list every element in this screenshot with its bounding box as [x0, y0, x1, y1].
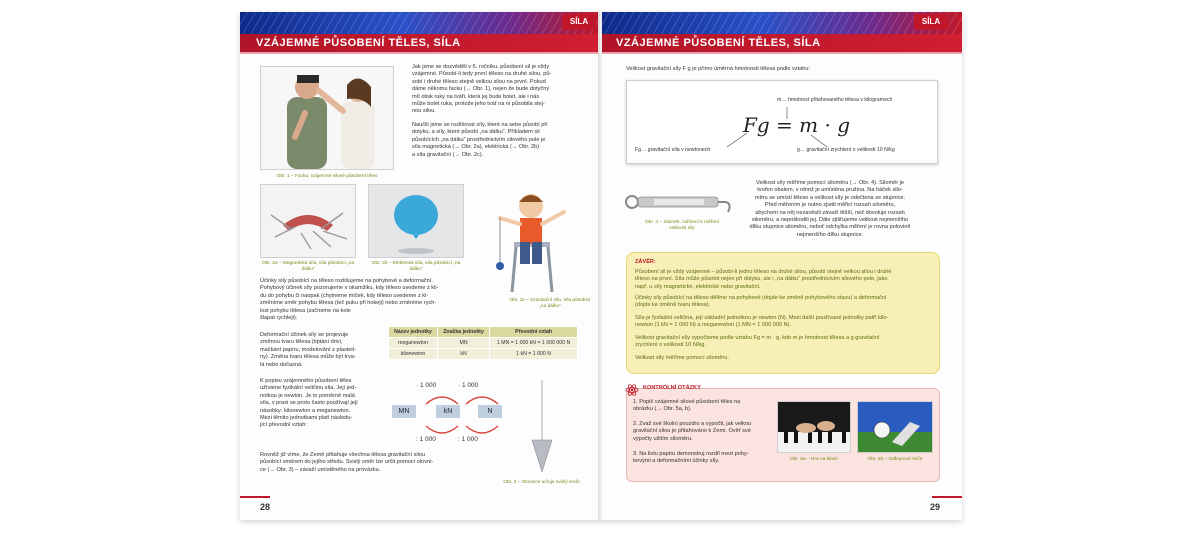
table-row: [389, 338, 578, 349]
conclusion-paragraph: Velikost gravitační síly vypočteme podle vztahu Fg = m · g, kde m je hmotnost tělesa a g gravitační zrychlení o velikosti 10 N/kg.: [635, 335, 880, 349]
page-number: 28: [260, 502, 271, 512]
right-page: [602, 12, 962, 520]
spring-scale-paragraph: Velikost síly měříme pomocí siloměru (→ Obr. 4). Siloměr je tvořen obalem, v němž je umístěna pružina. Na háček silo- měru se umístí těleso a velikost síly je odečtena ze stupnice. Před měřením je nutno zjistit měřicí rozsah siloměru, abychom na něj nezavěsili závaží těžší, než dovoluje rozsah siloměru, a nepoškodili jej. Dále zjišťujeme velikost nejmenšího dílku stupnice siloměru, neboť odchylka měření je rovna polovině nejmenšího dílku stupnice.: [749, 180, 911, 238]
table-cell: kN: [438, 349, 490, 360]
intro-paragraph: Jak jsme se dozvěděli v 6. ročníku, působení sil je vždy vzájemné. Působí-li tedy první těleso na druhé silou, pů- sobí i druhé těleso stejně velkou silou na první. Pokud dáme někomu facku (→ Obr. 1), nejen že bude dotyčný mít otisk ruky na tváři, která jej bude bolet, ale i nás může bolet ruka, protože jeho tvář na ni působila stej- nou silou.: [412, 64, 552, 115]
top-banner: [240, 12, 600, 34]
conclusion-box: [626, 252, 940, 374]
title-underline: [602, 52, 962, 54]
footer-line: [240, 496, 270, 498]
caption-obr3: Obr. 3 – Olovnice určuje svislý směr.: [503, 480, 581, 485]
caption-obr1: Obr. 1 – Facka, vzájemné silové působení těles: [276, 174, 378, 179]
conclusion-paragraph: Velikost síly měříme pomocí siloměru.: [635, 355, 729, 361]
deformation-paragraph: Deformační účinek síly se projevuje změnou tvaru tělesa (tiptání drivi, mačkání papíru, modelování z plastelí- ny). Změna tvaru tělesa může být trva- lá nebo dočasná.: [260, 332, 357, 368]
table-cell: meganewton: [389, 338, 438, 349]
gravity-formula: Fg = m · g: [743, 113, 850, 137]
divide-label: : 1 000: [458, 436, 478, 443]
table-cell: 1 kN = 1 000 N: [490, 349, 578, 360]
slap-photo: [260, 66, 394, 170]
unit-table-header: [389, 327, 578, 338]
title-underline: [240, 52, 600, 54]
balloon-photo: [368, 184, 464, 258]
caption-obr2b: Obr. 2b – Elektrická síla, síla působící „na dálku“: [371, 261, 461, 272]
plumb-bob-illustration: [522, 380, 562, 480]
page-title-bar: [240, 34, 600, 52]
boy-yoyo-illustration: [484, 172, 576, 302]
magnet-illustration: [261, 185, 355, 257]
gravity-intro: Velikost gravitační síly F g je přímo úměrná hmotnosti tělesa podle vztahu:: [626, 66, 811, 72]
newton-paragraph: K popisu vzájemného působení těles užíváme fyzikální veličinu síla. Její jed- notkou je newton. Je to poměrně malá síla, v praxi se proto často používají její násobky: kilonewton a meganewton. Mezi těmito jednotkami platí následu- jící převodní vztah:: [260, 378, 358, 429]
page-title: VZÁJEMNÉ PŮSOBENÍ TĚLES, SÍLA: [256, 37, 461, 49]
table-cell: kilonewton: [389, 349, 438, 360]
top-banner: [602, 12, 962, 34]
review-heading: KONTROLNÍ OTÁZKY: [643, 385, 701, 391]
unit-table: [388, 326, 578, 360]
force-label: Fg… gravitační síla v newtonech: [635, 147, 711, 153]
conclusion-paragraph: Působení sil je vždy vzájemné – působí-li jedno těleso na druhé silou, působí stejně velkou silou i druhé těleso na první. Síla může působit nejen při dotyku, ale i „na dálku“ prostřednictvím silového pole, jako např. u síly magnetické, elektrické nebo gravitační.: [635, 269, 892, 290]
section-tab: SÍLA: [562, 14, 596, 30]
textbook-spread: [240, 12, 962, 520]
conclusion-paragraph: Účinky síly působící na těleso dělíme na pohybové (dojde ke změně pohybového stavu) a deformační (dojde ke změně tvaru tělesa).: [635, 295, 887, 309]
table-header-cell: Značka jednotky: [438, 327, 490, 338]
table-cell: MN: [438, 338, 490, 349]
unit-box-mn: MN: [392, 405, 416, 418]
multiply-label: · 1 000: [416, 382, 437, 389]
slap-illustration: [261, 67, 393, 169]
unit-box-n: N: [478, 405, 502, 418]
conclusion-heading: ZÁVĚR:: [635, 259, 656, 265]
page-number: 29: [930, 502, 941, 512]
conclusion-paragraph: Síla je fyzikální veličina, její základní jednotkou je newton (N). Mezi další používané jednotky patří kilo- newton (1 kN = 1 000 N) a meganewton (1 MN = 1 000 000 N).: [635, 315, 889, 329]
gravity-paragraph: Rovněž již víme, že Země přitahuje všechna tělesa gravitační silou působící směrem do jejího středu. Svislý směr lze určit pomocí olovni- ce (→ Obr. 3) – závaží umístěného na provázku.: [260, 452, 434, 473]
page-title: VZÁJEMNÉ PŮSOBENÍ TĚLES, SÍLA: [616, 37, 821, 49]
question-1: 1. Popiš vzájemné silové působení těles na obrázku (→ Obr. 5a, b).: [633, 399, 741, 413]
magnet-photo: [260, 184, 356, 258]
divide-label: : 1 000: [416, 436, 436, 443]
mass-label: m… hmotnost přitahovaného tělesa v kilogramech: [777, 97, 893, 103]
left-page: [240, 12, 600, 520]
question-2: 2. Zvaž své školní pouzdro a vypočti, jak velkou gravitační silou je přitahováno k Zemi. Ověř své výpočty užitím siloměru.: [633, 421, 752, 442]
formula-arrows: [627, 81, 939, 165]
table-header-cell: Název jednotky: [389, 327, 438, 338]
question-3: 3. Na listu papíru demonstruj rozdíl mezi pohy- bovými a deformačními účinky síly.: [633, 451, 749, 465]
g-label: g… gravitační zrychlení o velikosti 10 N/kg: [797, 147, 895, 153]
forces-paragraph: Naučili jsme se rozlišovat síly, které na sebe působí při dotyku, a síly, které působí „na dálku“. Příkladem sil působících „na dálku“ prostřednictvím silového pole je síla magnetická (→ Obr. 2a), elektrická (→ Obr. 2b) a síla gravitační (→ Obr. 2c).: [412, 122, 548, 158]
caption-obr5b: Obr. 5b – Odkopnutí míče: [867, 457, 923, 462]
balloon-illustration: [369, 185, 463, 257]
caption-obr4: Obr. 4 – Siloměr, zařízení k měření velikosti síly: [644, 220, 720, 231]
caption-obr5a: Obr. 5a – Hra na klavír: [789, 457, 839, 462]
football-photo: [857, 401, 933, 453]
effects-paragraph: Účinky síly působící na těleso rozlišujeme na pohybové a deformační. Pohybový účinek síly pozorujeme v okamžiku, kdy těleso uvedeme z kli- du do pohybu či naopak (chytneme míček, kdy těleso uvedeme z kl- změníme směr pohybu tělesa (teč puku při hokeji) nebo změníme rych- lost pohybu tělesa (začneme na kole šlapat rychleji).: [260, 278, 439, 322]
section-tab: SÍLA: [914, 14, 948, 30]
formula-box: [626, 80, 938, 164]
table-cell: 1 MN = 1 000 kN = 1 000 000 N: [490, 338, 578, 349]
review-questions-box: [626, 385, 940, 482]
atom-icon: [625, 383, 639, 397]
caption-obr2c: Obr. 2c – Gravitační síla, síla působící „na dálku“: [509, 298, 591, 309]
table-header-cell: Převodní vztah: [490, 327, 578, 338]
piano-photo: [777, 401, 851, 453]
caption-obr2a: Obr. 2a – Magnetická síla, síla působící „na dálku“: [261, 261, 355, 272]
unit-box-kn: kN: [436, 405, 460, 418]
footer-line: [932, 496, 962, 498]
multiply-label: · 1 000: [458, 382, 479, 389]
table-row: [389, 349, 578, 360]
page-title-bar: [602, 34, 962, 52]
